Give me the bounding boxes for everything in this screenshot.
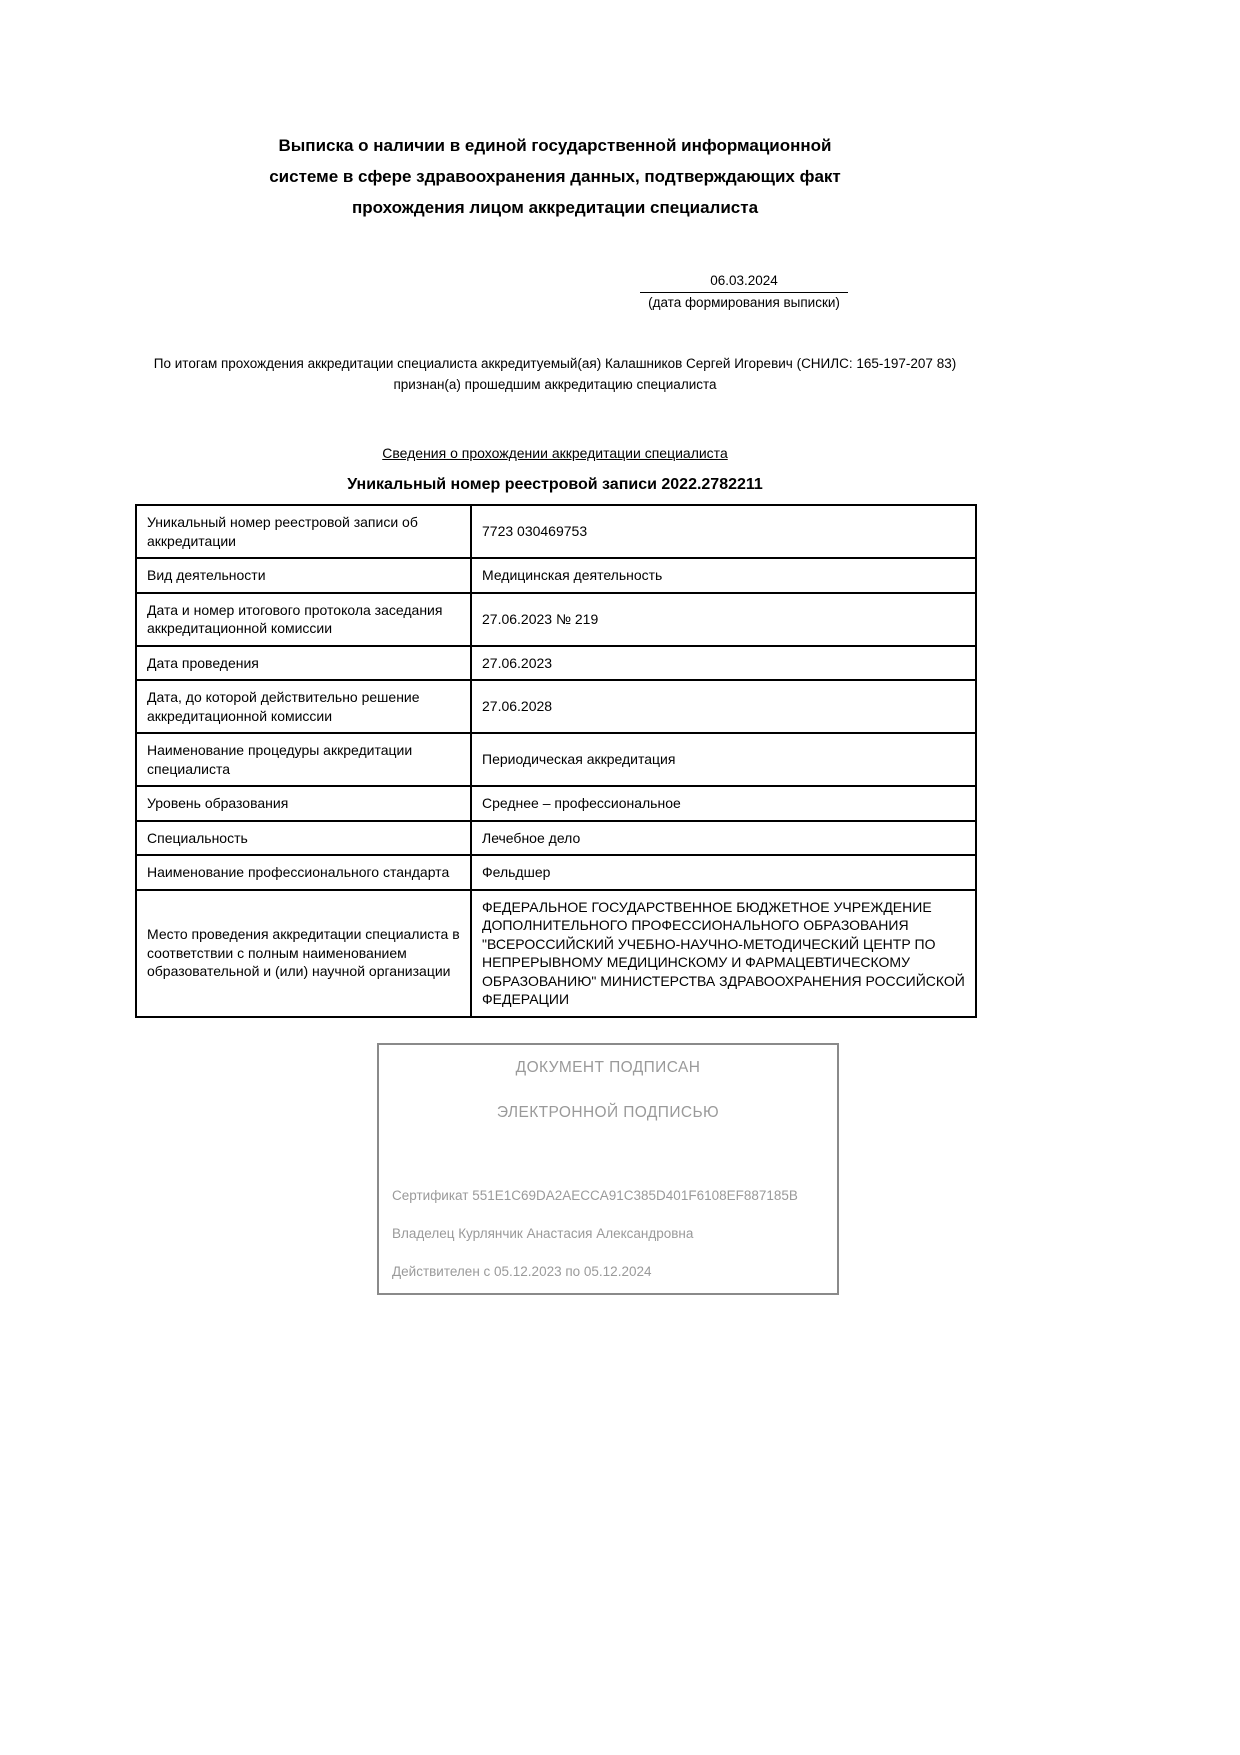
table-row (136, 786, 976, 821)
table-value-cell: 27.06.2028 (471, 680, 976, 733)
table-value-cell: 27.06.2023 (471, 646, 976, 681)
table-label-cell: Наименование процедуры аккредитации специалиста (136, 733, 471, 786)
document-content (135, 130, 975, 1295)
table-value-cell: 27.06.2023 № 219 (471, 593, 976, 646)
formation-date: 06.03.2024 (640, 273, 848, 293)
table-value-cell: Фельдшер (471, 855, 976, 890)
table-value-cell: Лечебное дело (471, 821, 976, 856)
registry-heading: Уникальный номер реестровой записи 2022.2782211 (347, 476, 763, 493)
table-row (136, 558, 976, 593)
table-row (136, 505, 976, 558)
page-title-line-1: Выписка о наличии в единой государственной информационной (278, 136, 832, 155)
table-value-cell: Среднее – профессиональное (471, 786, 976, 821)
table-row (136, 890, 976, 1017)
table-row (136, 646, 976, 681)
table-label-cell: Уровень образования (136, 786, 471, 821)
table-label-cell: Уникальный номер реестровой записи об аккредитации (136, 505, 471, 558)
table-label-cell: Дата проведения (136, 646, 471, 681)
table-label-cell: Специальность (136, 821, 471, 856)
table-row (136, 733, 976, 786)
formation-date-block (640, 273, 848, 311)
signature-stamp (377, 1043, 839, 1295)
stamp-heading-line1: ДОКУМЕНТ ПОДПИСАН (515, 1058, 701, 1076)
table-label-cell: Место проведения аккредитации специалиста в соответствии с полным наименованием образовательной и (или) научной организации (136, 890, 471, 1017)
page-title (135, 130, 975, 223)
page-title-line-2: системе в сфере здравоохранения данных, подтверждающих факт (269, 167, 841, 186)
table-label-cell: Дата и номер итогового протокола заседания аккредитационной комиссии (136, 593, 471, 646)
table-row (136, 821, 976, 856)
section-heading: Сведения о прохождении аккредитации специалиста (382, 445, 728, 461)
table-row (136, 680, 976, 733)
stamp-info (392, 1188, 824, 1279)
table-row (136, 593, 976, 646)
table-value-cell: ФЕДЕРАЛЬНОЕ ГОСУДАРСТВЕННОЕ БЮДЖЕТНОЕ УЧРЕЖДЕНИЕ ДОПОЛНИТЕЛЬНОГО ПРОФЕССИОНАЛЬНОГО ОБРАЗОВАНИЯ "ВСЕРОССИЙСКИЙ УЧЕБНО-НАУЧНО-МЕТОДИЧЕСКИЙ ЦЕНТР ПО НЕПРЕРЫВНОМУ МЕДИЦИНСКОМУ И ФАРМАЦЕВТИЧЕСКОМУ ОБРАЗОВАНИЮ" МИНИСТЕРСТВА ЗДРАВООХРАНЕНИЯ РОССИЙСКОЙ ФЕДЕРАЦИИ (471, 890, 976, 1017)
formation-date-caption: (дата формирования выписки) (648, 295, 840, 310)
table-value-cell: Периодическая аккредитация (471, 733, 976, 786)
page-title-line-3: прохождения лицом аккредитации специалиста (351, 198, 759, 217)
table-value-cell: 7723 030469753 (471, 505, 976, 558)
accreditation-table (135, 504, 977, 1018)
table-value-cell: Медицинская деятельность (471, 558, 976, 593)
table-label-cell: Наименование профессионального стандарта (136, 855, 471, 890)
intro-paragraph: По итогам прохождения аккредитации специалиста аккредитуемый(ая) Калашников Сергей Игоревич (СНИЛС: 165-197-207 83) признан(а) прошедшим аккредитацию специалиста (153, 356, 957, 392)
stamp-validity: Действителен с 05.12.2023 по 05.12.2024 (392, 1263, 652, 1279)
table-label-cell: Дата, до которой действительно решение аккредитационной комиссии (136, 680, 471, 733)
stamp-certificate: Сертификат 551E1C69DA2AECCA91C385D401F6108EF887185B (392, 1187, 798, 1203)
table-row (136, 855, 976, 890)
table-label-cell: Вид деятельности (136, 558, 471, 593)
stamp-owner: Владелец Курлянчик Анастасия Александровна (392, 1225, 694, 1241)
stamp-heading-line2: ЭЛЕКТРОННОЙ ПОДПИСЬЮ (496, 1103, 720, 1121)
